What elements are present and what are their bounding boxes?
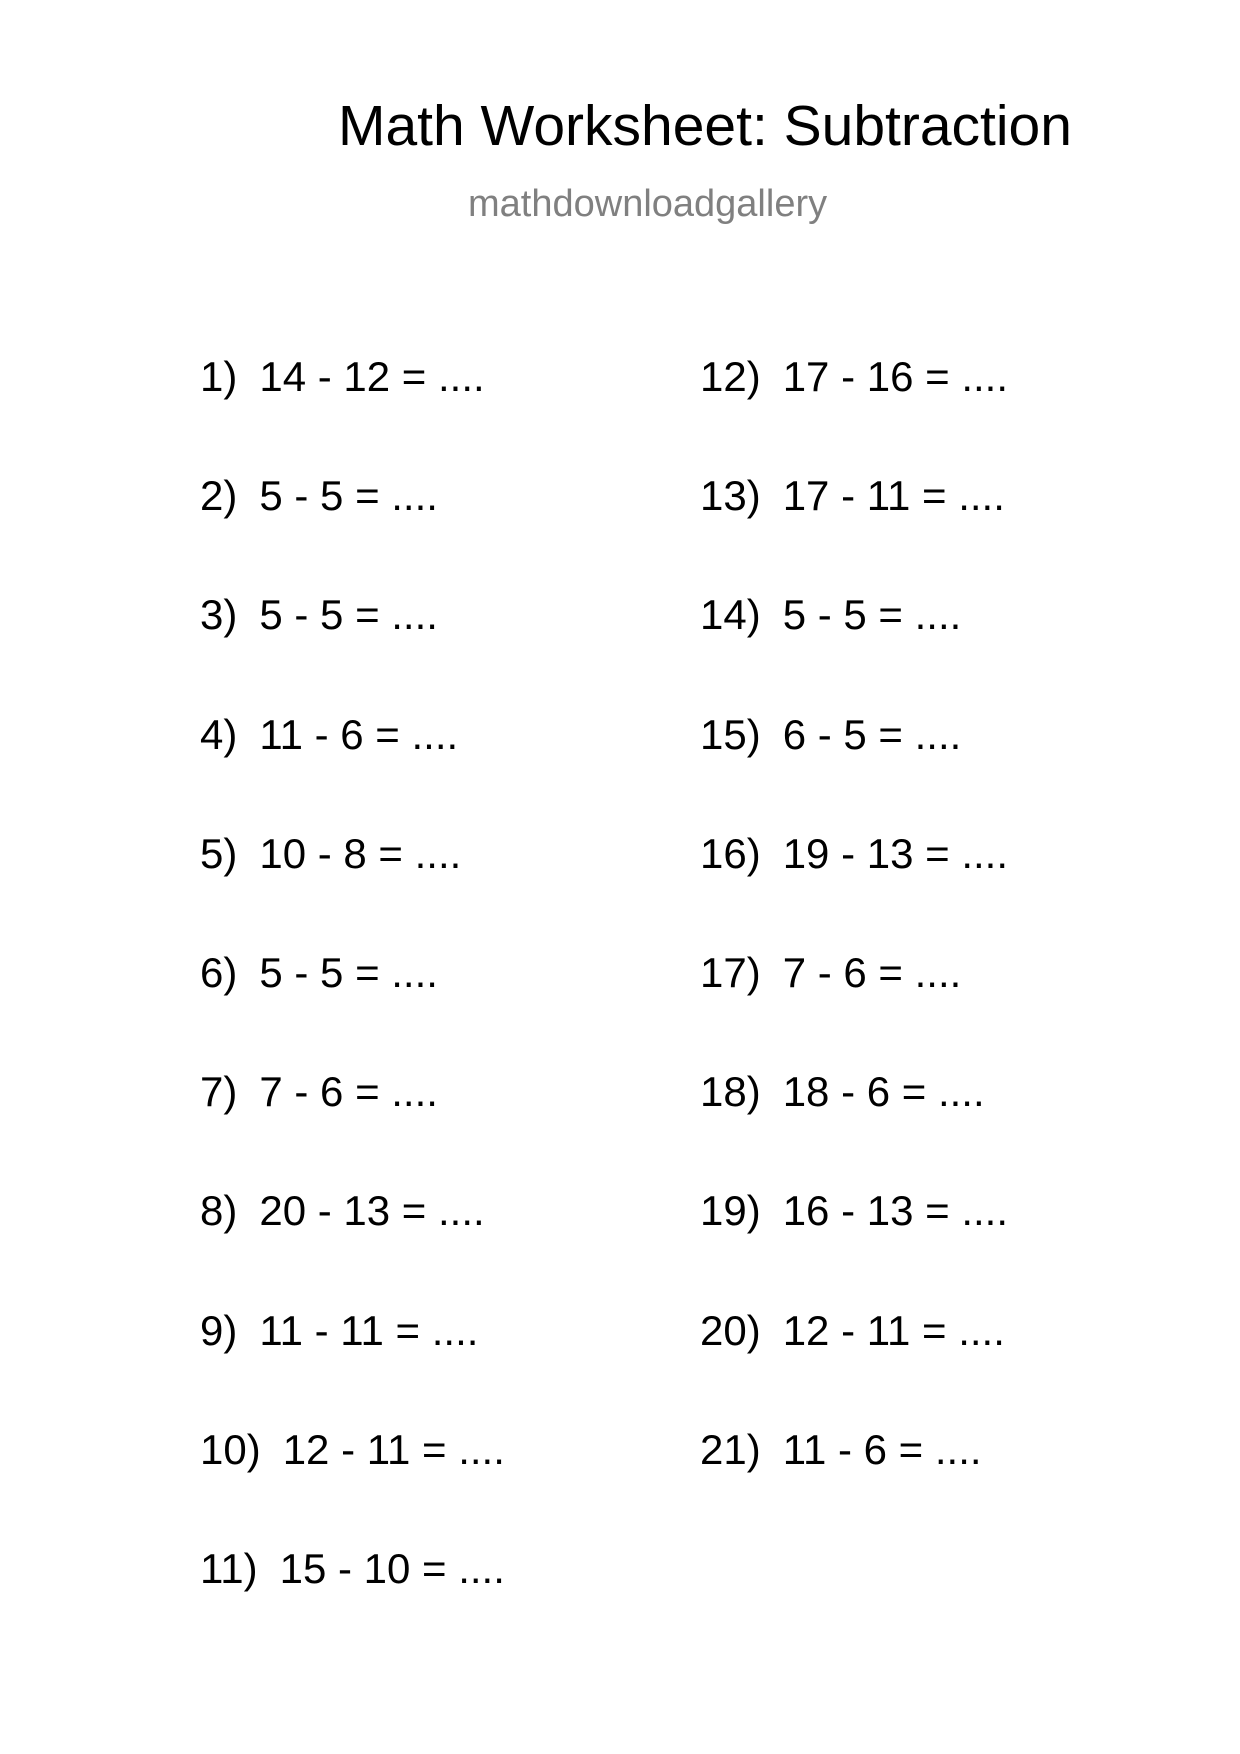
problem-number: 16): [700, 830, 761, 877]
page-title: Math Worksheet: Subtraction: [338, 94, 1072, 158]
problem-item: [200, 711, 459, 758]
problem-number: 7): [200, 1068, 238, 1115]
problem-item: [200, 353, 485, 400]
problem-number: 18): [700, 1068, 761, 1115]
problem-item: [200, 591, 438, 638]
problem-expression: 18 - 6 = ....: [782, 1068, 985, 1115]
problem-number: 17): [700, 949, 761, 996]
problem-item: [200, 830, 462, 877]
problem-number: 2): [200, 472, 238, 519]
problem-number: 20): [700, 1307, 761, 1354]
problem-item: [700, 1426, 982, 1473]
problem-expression: 5 - 5 = ....: [259, 591, 438, 638]
problem-number: 21): [700, 1426, 761, 1473]
problem-item: [200, 949, 438, 996]
problem-number: 4): [200, 711, 238, 758]
problem-item: [700, 830, 1009, 877]
problem-number: 1): [200, 353, 238, 400]
problem-number: 19): [700, 1187, 761, 1234]
problem-number: 13): [700, 472, 761, 519]
problem-number: 8): [200, 1187, 238, 1234]
problem-item: [700, 711, 962, 758]
problem-expression: 12 - 11 = ....: [282, 1426, 505, 1473]
problem-item: [200, 472, 438, 519]
problem-expression: 10 - 8 = ....: [259, 830, 462, 877]
problem-expression: 16 - 13 = ....: [782, 1187, 1009, 1234]
problem-item: [700, 353, 1009, 400]
problem-expression: 11 - 6 = ....: [782, 1426, 982, 1473]
problem-item: [200, 1068, 438, 1115]
problem-number: 10): [200, 1426, 261, 1473]
problem-item: [700, 1187, 1009, 1234]
problem-item: [700, 591, 962, 638]
problem-expression: 12 - 11 = ....: [782, 1307, 1005, 1354]
problem-item: [200, 1187, 485, 1234]
problem-number: 6): [200, 949, 238, 996]
problem-expression: 7 - 6 = ....: [259, 1068, 438, 1115]
source-label: mathdownloadgallery: [468, 183, 828, 225]
problem-expression: 5 - 5 = ....: [782, 591, 962, 638]
problem-expression: 20 - 13 = ....: [259, 1187, 485, 1234]
problem-item: [700, 949, 962, 996]
problem-expression: 5 - 5 = ....: [259, 472, 438, 519]
problem-item: [200, 1307, 479, 1354]
problem-expression: 15 - 10 = ....: [279, 1545, 505, 1592]
problem-expression: 19 - 13 = ....: [782, 830, 1009, 877]
problem-expression: 11 - 11 = ....: [259, 1307, 479, 1354]
problem-number: 9): [200, 1307, 238, 1354]
problem-item: [200, 1426, 505, 1473]
problem-item: [700, 1307, 1005, 1354]
problem-number: 15): [700, 711, 761, 758]
problem-number: 12): [700, 353, 761, 400]
problem-number: 3): [200, 591, 238, 638]
problem-expression: 14 - 12 = ....: [259, 353, 485, 400]
problem-number: 5): [200, 830, 238, 877]
problem-item: [700, 472, 1005, 519]
problem-item: [700, 1068, 985, 1115]
problem-number: 11): [200, 1545, 258, 1592]
problem-expression: 5 - 5 = ....: [259, 949, 438, 996]
problem-expression: 17 - 11 = ....: [782, 472, 1005, 519]
problem-expression: 6 - 5 = ....: [782, 711, 962, 758]
problem-item: [200, 1545, 505, 1592]
problem-expression: 11 - 6 = ....: [259, 711, 459, 758]
problem-expression: 17 - 16 = ....: [782, 353, 1009, 400]
problem-expression: 7 - 6 = ....: [782, 949, 962, 996]
problem-number: 14): [700, 591, 761, 638]
